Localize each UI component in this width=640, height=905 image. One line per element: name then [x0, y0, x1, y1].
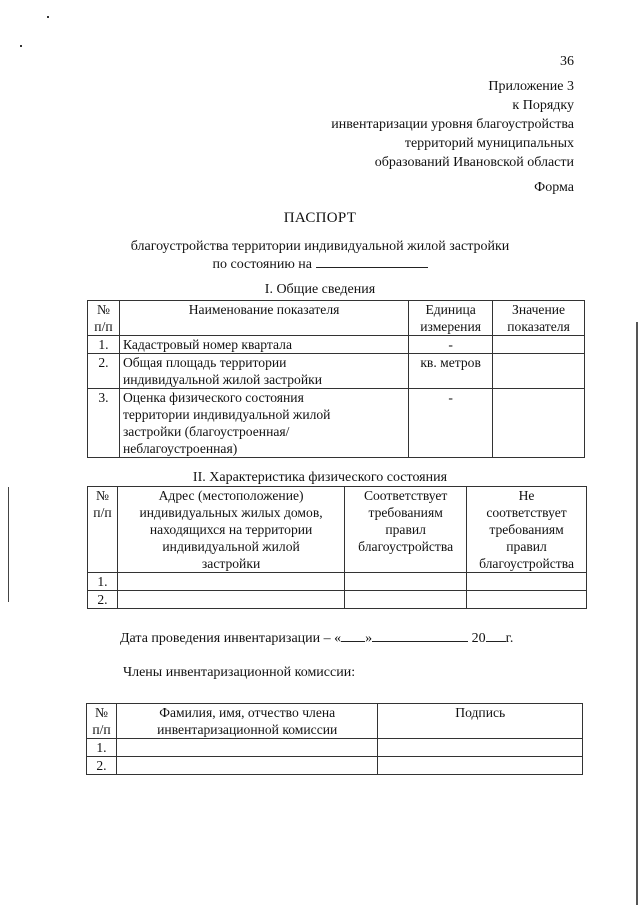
scan-margin-line-right [636, 322, 638, 905]
document-title: ПАСПОРТ [283, 210, 357, 226]
row-value-cell[interactable] [493, 389, 585, 458]
row-indicator-name: Кадастровый номер квартала [119, 336, 408, 354]
row-unit: кв. метров [409, 354, 493, 389]
table-header-row [87, 704, 583, 739]
table-row [88, 591, 587, 609]
scan-speck [47, 16, 49, 18]
form-label: Форма [534, 180, 574, 195]
scan-speck [20, 45, 22, 47]
row-num: 2. [87, 757, 117, 775]
row-num: 1. [88, 336, 120, 354]
quote-close: » [365, 631, 373, 646]
row-num: 3. [88, 389, 120, 458]
row-num: 2. [88, 591, 118, 609]
appendix-line: территорий муниципальных [404, 136, 574, 151]
header-address: Адрес (местоположение) индивидуальных жилых домов, находящихся на территории индивидуальной жилой застройки [117, 487, 344, 573]
row-address-cell[interactable] [117, 591, 344, 609]
page-number: 36 [560, 54, 574, 69]
row-address-cell[interactable] [117, 573, 344, 591]
header-value: Значение показателя [493, 301, 585, 336]
appendix-line: образований Ивановской области [374, 155, 574, 170]
header-indicator-name: Наименование показателя [119, 301, 408, 336]
row-value-cell[interactable] [493, 354, 585, 389]
row-unit: - [409, 389, 493, 458]
row-num: 1. [88, 573, 118, 591]
header-member-name: Фамилия, имя, отчество члена инвентаризационной комиссии [116, 704, 378, 739]
header-unit: Единица измерения [409, 301, 493, 336]
section-2-title: II. Характеристика физического состояния [192, 470, 448, 485]
header-num: № п/п [88, 301, 120, 336]
header-not-complies: Не соответствует требованиям правил благоустройства [467, 487, 587, 573]
commission-table [86, 703, 583, 775]
row-signature-cell[interactable] [378, 757, 583, 775]
table-header-row [88, 487, 587, 573]
physical-condition-table [87, 486, 587, 609]
as-of-date-blank[interactable] [316, 255, 428, 268]
appendix-line: Приложение 3 [488, 79, 574, 94]
row-not-complies-cell[interactable] [467, 591, 587, 609]
scan-margin-line-left [8, 487, 9, 602]
row-indicator-name: Общая площадь территории индивидуальной жилой застройки [119, 354, 408, 389]
general-info-table [87, 300, 585, 458]
row-complies-cell[interactable] [345, 573, 467, 591]
inventory-date-line [120, 629, 513, 647]
subtitle-line-2 [0, 255, 640, 273]
header-signature: Подпись [378, 704, 583, 739]
table-row [88, 336, 585, 354]
row-unit: - [409, 336, 493, 354]
row-signature-cell[interactable] [378, 739, 583, 757]
day-blank[interactable] [341, 629, 365, 642]
section-1-title: I. Общие сведения [264, 282, 376, 297]
year-prefix: 20 [471, 631, 486, 646]
month-blank[interactable] [372, 629, 468, 642]
document-subtitle [0, 239, 640, 273]
as-of-label: по состоянию на [212, 257, 313, 272]
row-not-complies-cell[interactable] [467, 573, 587, 591]
table-row [88, 354, 585, 389]
table-header-row [88, 301, 585, 336]
table-row [88, 389, 585, 458]
row-indicator-name: Оценка физического состояния территории индивидуальной жилой застройки (благоустроенная/ неблагоустроенная) [119, 389, 408, 458]
appendix-line: к Порядку [512, 98, 574, 113]
appendix-header [331, 77, 574, 172]
row-complies-cell[interactable] [345, 591, 467, 609]
header-num: № п/п [88, 487, 118, 573]
table-row [88, 573, 587, 591]
header-num: № п/п [87, 704, 117, 739]
row-num: 1. [87, 739, 117, 757]
inventory-date-label: Дата проведения инвентаризации – « [120, 631, 342, 646]
table-row [87, 739, 583, 757]
appendix-line: инвентаризации уровня благоустройства [331, 117, 574, 132]
subtitle-line-1: благоустройства территории индивидуальной жилой застройки [130, 239, 510, 254]
table-row [87, 757, 583, 775]
commission-label: Члены инвентаризационной комиссии: [123, 665, 356, 680]
row-member-name-cell[interactable] [116, 739, 378, 757]
header-complies: Соответствует требованиям правил благоустройства [345, 487, 467, 573]
year-blank[interactable] [486, 629, 506, 642]
year-suffix: г. [505, 631, 514, 646]
row-member-name-cell[interactable] [116, 757, 378, 775]
row-num: 2. [88, 354, 120, 389]
row-value-cell[interactable] [493, 336, 585, 354]
